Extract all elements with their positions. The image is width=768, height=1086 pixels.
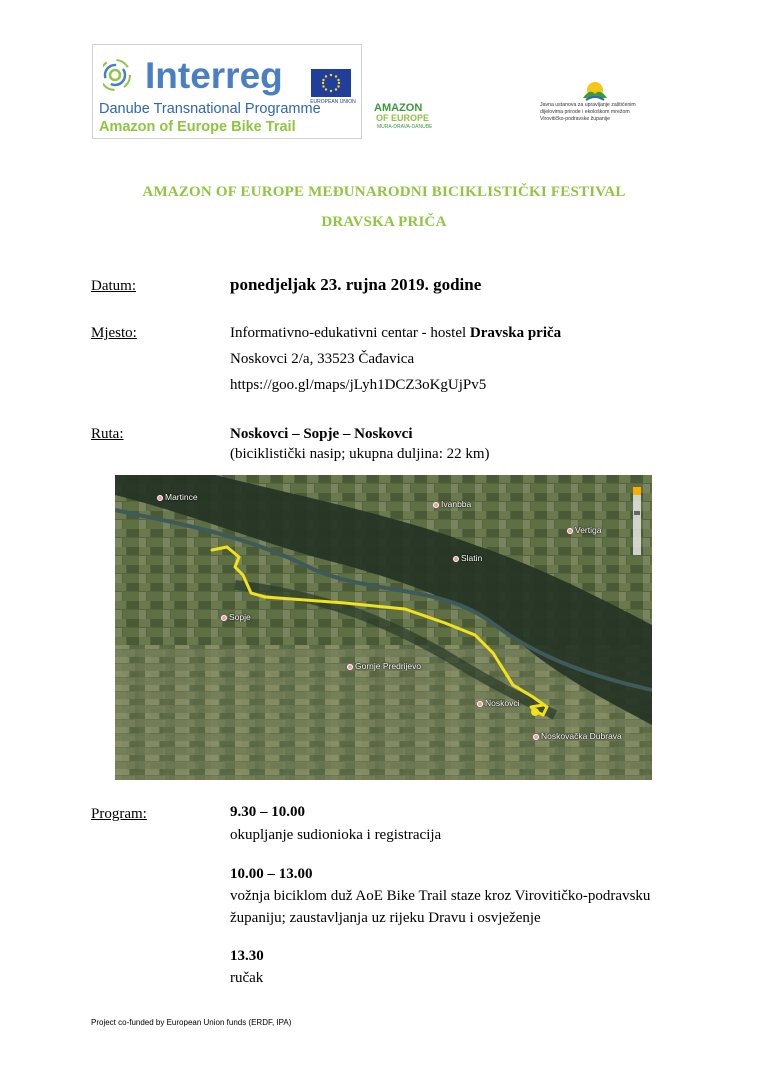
eu-label: EUROPEAN UNION	[310, 99, 356, 105]
program-item-2-time: 10.00 – 13.00	[230, 866, 313, 882]
project-line: Amazon of Europe Bike Trail	[99, 119, 296, 135]
route-endpoint-marker	[531, 708, 539, 716]
place-dot-icon	[221, 615, 227, 621]
map-place-gornje-predrijevo: Gornje Predrijevo	[347, 661, 421, 671]
route-label: Ruta:	[91, 426, 124, 442]
location-prefix: Informativno-edukativni centar - hostel	[230, 325, 470, 341]
institution-logo	[540, 80, 650, 130]
amazon-logo-line3: MURA-DRAVA-DANUBE	[377, 124, 433, 130]
map-place-ivanbba: Ivanbba	[433, 499, 471, 509]
place-dot-icon	[347, 664, 353, 670]
institution-text: Javna ustanova za upravljanje zaštićenim dijelovima prirode i ekološkom mrežom Virovitičko-podravske županije	[540, 102, 636, 122]
place-dot-icon	[453, 556, 459, 562]
map-place-vertiga: Vertiga	[567, 525, 601, 535]
date-label: Datum:	[91, 278, 136, 294]
route-title: Noskovci – Sopje – Noskovci	[230, 426, 413, 442]
interreg-waves-icon	[103, 55, 143, 95]
place-dot-icon	[157, 495, 163, 501]
map-place-martince: Martince	[157, 492, 198, 502]
programme-line: Danube Transnational Programme	[99, 101, 321, 117]
festival-title: AMAZON OF EUROPE MEĐUNARODNI BICIKLISTIČKI FESTIVAL	[142, 184, 626, 200]
pegman-icon[interactable]	[633, 487, 641, 495]
location-venue: Dravska priča	[469, 325, 562, 341]
program-item-2-desc: vožnja biciklom duž AoE Bike Trail staze kroz Virovitičko-podravsku županiju; zaustavljanja uz rijeku Dravu i osvježenje	[230, 888, 651, 926]
place-dot-icon	[433, 502, 439, 508]
location-address: Noskovci 2/a, 33523 Čađavica	[230, 351, 415, 367]
map-place-noskovci: Noskovci	[477, 698, 519, 708]
location-label: Mjesto:	[91, 325, 137, 341]
amazon-logo-line2: OF EUROPE	[376, 113, 430, 123]
location-line1	[230, 325, 561, 342]
program-item-1-desc: okupljanje sudionioka i registracija	[230, 827, 442, 843]
program-item-3-time: 13.30	[230, 948, 264, 964]
amazon-logo-line1: AMAZON	[374, 102, 423, 114]
route-details: (biciklistički nasip; ukupna duljina: 22 km)	[230, 446, 490, 462]
program-item-3-desc: ručak	[230, 970, 264, 986]
program-label: Program:	[91, 806, 147, 822]
festival-subtitle: DRAVSKA PRIČA	[321, 214, 447, 230]
map-place-slatin: Slatin	[453, 553, 482, 563]
location-map-link[interactable]: https://goo.gl/maps/jLyh1DCZ3oKgUjPv5	[230, 377, 487, 393]
place-dot-icon	[567, 528, 573, 534]
place-dot-icon	[533, 734, 539, 740]
interreg-logo	[92, 44, 362, 139]
funding-footer: Project co-funded by European Union funds (ERDF, IPA)	[91, 1018, 292, 1027]
eu-flag-icon	[311, 69, 351, 97]
date-value: ponedjeljak 23. rujna 2019. godine	[230, 275, 482, 294]
amazon-of-europe-logo	[372, 100, 452, 136]
map-zoom-control[interactable]	[633, 487, 641, 555]
route-map	[115, 475, 652, 780]
place-dot-icon	[477, 701, 483, 707]
institution-emblem-icon	[580, 80, 610, 102]
program-item-1-time: 9.30 – 10.00	[230, 804, 305, 820]
interreg-brand-text: Interreg	[145, 55, 283, 96]
map-place-noskovacka-dubrava: Noskovačka Dubrava	[533, 731, 622, 741]
map-place-sopje: Sopje	[221, 612, 251, 622]
